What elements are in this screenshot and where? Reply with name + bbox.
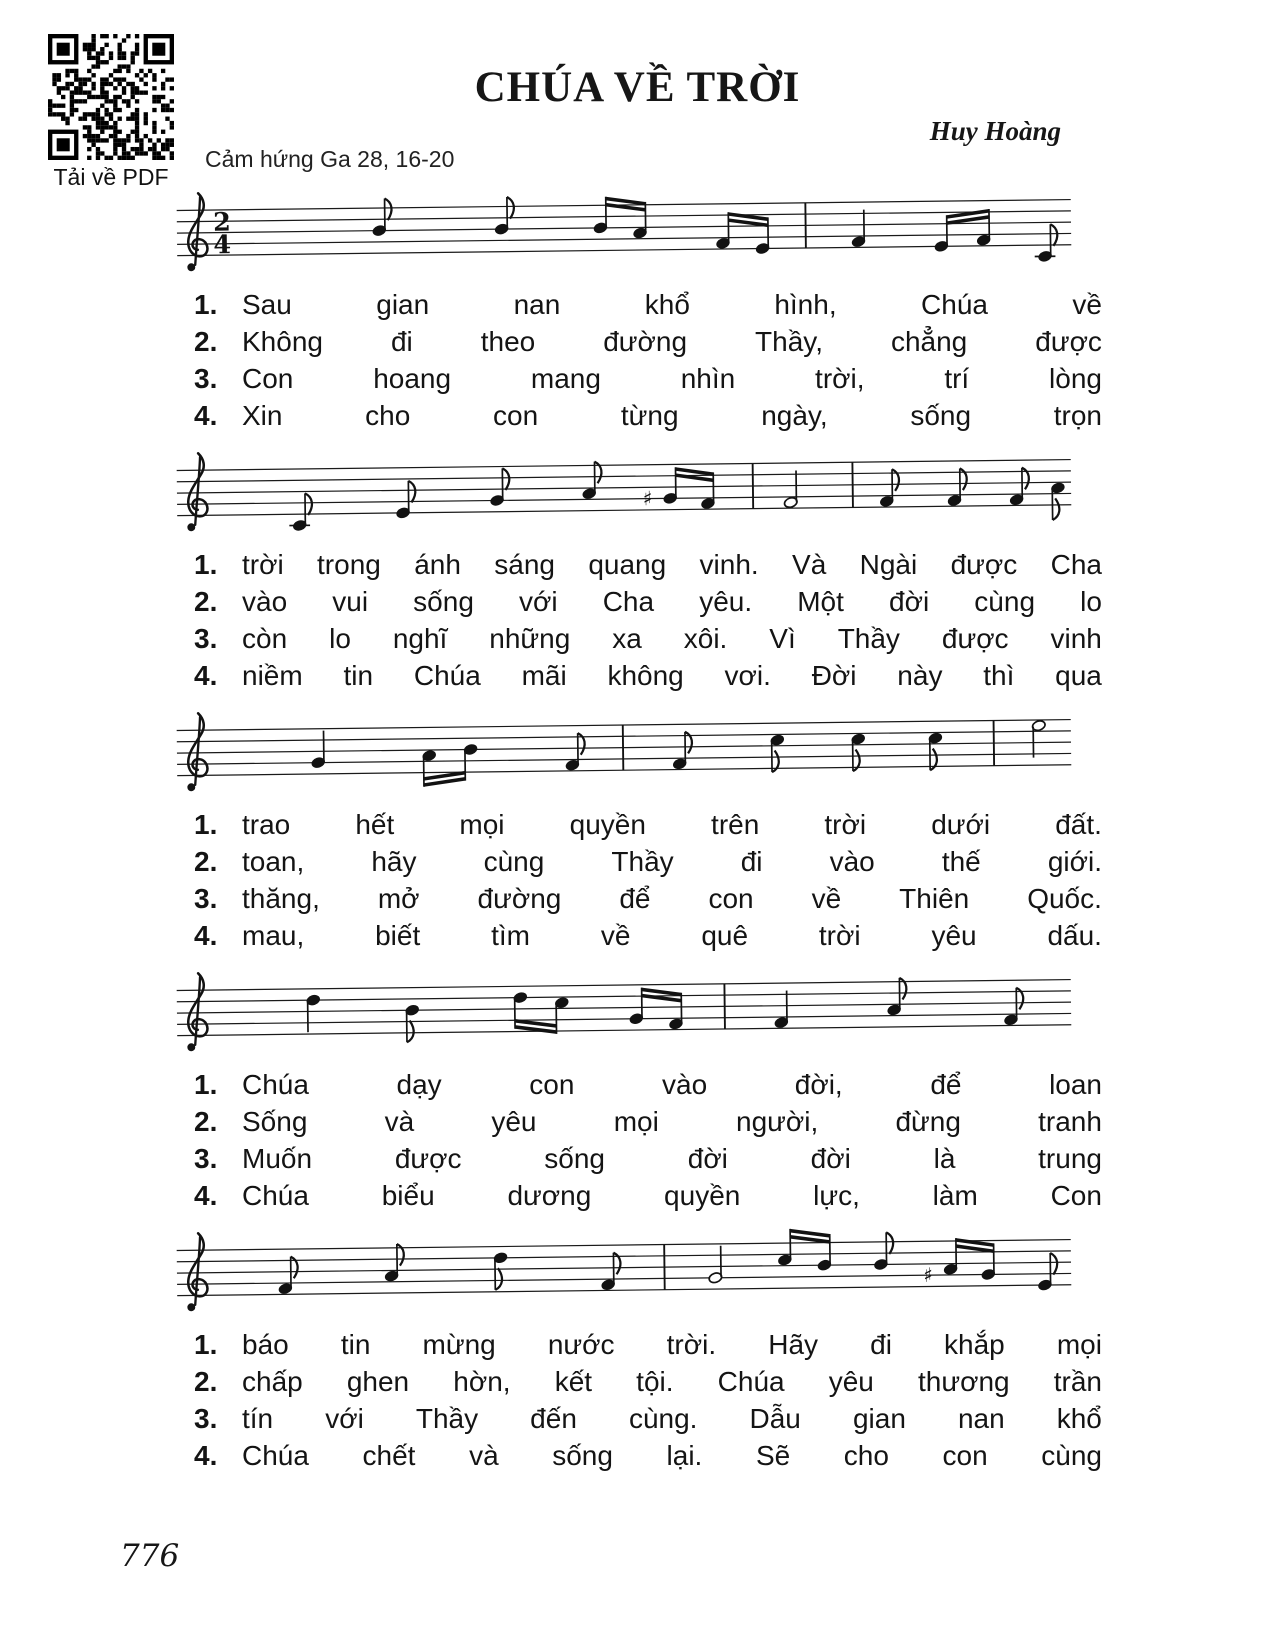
music-staff [147,433,1108,541]
lyric-word: yêu [931,920,977,951]
lyric-word: mãi [521,660,567,691]
lyric-line [148,843,1108,880]
lyric-word: vơi. [724,660,771,691]
lyric-word: Sau [242,289,292,320]
lyric-word: vào [662,1069,708,1100]
lyric-word: cho [843,1440,889,1471]
lyric-word: vinh. [699,549,759,580]
lyric-line [148,583,1108,620]
lyric-word: trên [711,809,760,840]
lyric-line [148,546,1108,583]
lyric-word: gian [852,1403,906,1434]
lyric-word: đi [870,1329,892,1360]
lyric-word: để [930,1069,962,1100]
qr-block [36,34,186,191]
lyric-words [224,1066,1108,1103]
lyric-word: sống [552,1440,613,1471]
verse-number: 1. [194,1069,218,1100]
lyric-word: mang [530,363,601,394]
lyric-word: Sẽ [755,1440,791,1471]
music-staff [147,953,1108,1061]
download-pdf-link[interactable]: Tải về PDF [53,164,169,190]
lyric-word: mọi [613,1106,659,1137]
lyric-word: đường [477,883,562,914]
lyric-word: cùng [1041,1440,1102,1471]
lyric-word: thương [918,1366,1010,1397]
verse-number: 4. [194,400,218,431]
lyric-line [148,360,1108,397]
lyric-word: nan [957,1403,1005,1434]
lyric-words [224,880,1108,917]
lyric-word: chẳng [890,326,968,357]
lyric-words [224,1363,1108,1400]
lyric-word: biết [375,920,421,951]
lyric-word: xa [612,623,642,654]
lyric-word: quê [701,920,749,951]
lyric-word: sống [910,400,972,431]
lyric-word: Đời [811,660,857,691]
lyric-word: tín [242,1403,274,1434]
lyric-word: Con [242,363,294,394]
verse-number: 2. [194,846,218,877]
lyric-word: gian [376,289,430,320]
lyric-word: về [811,883,842,914]
lyric-word: tin [340,1329,371,1360]
lyric-word: đến [530,1403,577,1434]
lyric-word: được [1035,326,1102,357]
lyric-words [224,1326,1108,1363]
verse-number: 1. [194,549,218,580]
lyric-words [224,843,1108,880]
verse-number: 2. [194,1366,218,1397]
lyric-word: mở [377,883,420,914]
lyric-word: dương [507,1180,592,1211]
lyric-words [224,583,1108,620]
lyric-word: cùng [974,586,1036,617]
lyric-line [148,286,1108,323]
lyric-word: và [384,1106,415,1137]
lyric-line [148,1326,1108,1363]
lyric-word: để [619,883,651,914]
lyric-word: cho [365,400,411,431]
lyric-word: giới. [1047,846,1102,877]
lyric-word: sáng [494,549,555,580]
lyric-word: được [950,549,1018,580]
verse-number: 2. [194,586,218,617]
lyric-word: yêu [491,1106,537,1137]
lyric-word: nhìn [680,363,736,394]
lyric-line [148,1177,1108,1214]
lyric-word: yêu [828,1366,874,1397]
lyric-word: khổ [1056,1403,1102,1434]
lyric-word: loan [1049,1069,1102,1100]
system-2 [148,444,1108,694]
lyric-word: cùng [483,846,545,877]
lyric-line [148,1066,1108,1103]
lyric-line [148,806,1108,843]
lyric-word: dấu. [1047,920,1102,951]
lyric-words [224,620,1108,657]
lyric-word: Chúa [242,1440,309,1471]
lyric-word: Chúa [921,289,988,320]
lyric-word: tin [343,660,374,691]
lyric-word: trọn [1053,400,1102,431]
lyric-word: con [493,400,539,431]
verse-number: 4. [194,1180,218,1211]
lyric-word: toan, [242,846,305,877]
lyric-words [224,1400,1108,1437]
lyric-word: và [469,1440,499,1471]
system-1 [148,184,1108,434]
lyric-word: lo [329,623,351,654]
lyric-word: tranh [1038,1106,1102,1137]
lyrics-block [148,806,1108,954]
lyric-word: Thiên [899,883,970,914]
lyric-word: trí [944,363,970,394]
lyric-word: Thầy [611,846,674,877]
lyric-word: những [489,623,571,654]
verse-number: 3. [194,1403,218,1434]
lyric-word: Không [242,326,323,357]
verse-number: 3. [194,1143,218,1174]
lyric-word: Vì [769,623,796,654]
music-staff [147,1213,1108,1321]
lyric-words [224,806,1108,843]
lyric-words [224,917,1108,954]
lyric-word: lực, [813,1180,860,1211]
svg-text:2: 2 [212,206,232,237]
lyric-word: đi [740,846,763,877]
lyric-word: Chúa [242,1069,309,1100]
lyric-word: vinh [1050,623,1102,654]
lyric-words [224,1103,1108,1140]
lyric-word: lòng [1049,363,1102,394]
lyric-word: làm [932,1180,978,1211]
system-3 [148,704,1108,954]
lyric-word: người, [736,1106,819,1137]
lyric-word: thì [983,660,1015,691]
lyric-word: Và [792,549,827,580]
lyric-word: nan [513,289,561,320]
lyric-word: sống [413,586,474,617]
verse-number: 3. [194,623,218,654]
lyric-word: nghĩ [392,623,448,654]
lyric-word: với [325,1403,364,1434]
lyric-word: đường [603,326,688,357]
page-title: CHÚA VỀ TRỜI [474,63,801,111]
lyrics-block [148,286,1108,434]
verse-number: 2. [194,326,218,357]
lyric-word: cùng. [628,1403,698,1434]
lyric-word: vui [332,586,369,617]
system-5 [148,1224,1108,1474]
lyric-word: với [519,586,558,617]
lyric-word: Thầy [415,1403,479,1434]
lyric-line [148,1437,1108,1474]
lyric-word: con [942,1440,988,1471]
lyric-word: báo [242,1329,289,1360]
lyric-word: trời [824,809,867,840]
lyric-word: trao [242,809,291,840]
lyric-word: từng [620,400,679,431]
lyric-word: yêu. [699,586,753,617]
lyric-word: con [529,1069,575,1100]
lyric-word: nước [547,1329,615,1360]
lyric-word: dạy [396,1069,442,1100]
lyric-word: Chúa [717,1366,785,1397]
lyric-word: đời [810,1143,851,1174]
lyric-line [148,1103,1108,1140]
lyric-word: thế [941,846,981,877]
lyric-word: về [1072,289,1102,320]
lyric-word: qua [1055,660,1102,691]
lyric-words [224,360,1108,397]
lyric-words [224,1437,1108,1474]
lyric-word: hãy [371,846,417,877]
lyric-word: đời [889,586,930,617]
lyric-word: theo [480,326,536,357]
lyric-word: con [708,883,754,914]
lyric-word: Hãy [768,1329,819,1360]
lyric-word: trời, [815,363,865,394]
lyric-word: không [607,660,684,691]
lyric-word: là [933,1143,956,1174]
lyric-word: Chúa [242,1180,309,1211]
lyric-word: Thầy, [755,326,823,357]
lyric-words [224,286,1108,323]
lyric-word: trời [242,549,284,580]
lyric-word: Thầy [837,623,900,654]
lyric-word: mau, [242,920,305,951]
lyric-line [148,917,1108,954]
verse-number: 4. [194,1440,218,1471]
lyric-word: sống [544,1143,605,1174]
lyric-word: mọi [459,809,505,840]
lyric-word: đời [687,1143,728,1174]
lyric-line [148,397,1108,434]
lyric-word: trong [317,549,381,580]
lyric-word: đi [390,326,413,357]
verse-number: 4. [194,920,218,951]
lyric-line [148,1400,1108,1437]
lyric-word: biểu [381,1180,435,1211]
svg-text:♯: ♯ [923,1263,934,1287]
lyric-word: được [394,1143,462,1174]
lyric-word: này [897,660,943,691]
lyric-word: trời. [666,1329,717,1360]
lyric-word: tìm [491,920,531,951]
lyric-word: mọi [1056,1329,1102,1360]
lyric-word: dưới [931,809,991,840]
lyric-words [224,397,1108,434]
lyric-word: khắp [944,1329,1005,1360]
lyric-word: hết [355,809,395,840]
lyric-word: Một [797,586,844,617]
lyric-word: Ngài [859,549,918,580]
svg-text:4: 4 [213,229,232,260]
scripture-reference: Cảm hứng Ga 28, 16-20 [205,146,455,172]
system-4 [148,964,1108,1214]
lyric-word: Xin [242,400,283,431]
lyric-word: trung [1038,1143,1102,1174]
lyric-word: lại. [666,1440,703,1471]
lyric-word: Dẫu [749,1403,801,1434]
composer-name: Huy Hoàng [929,116,1061,146]
lyric-word: trần [1053,1366,1102,1397]
lyric-word: mừng [422,1329,496,1360]
music-staff [147,173,1108,281]
lyric-words [224,546,1108,583]
lyric-word: đất. [1055,809,1102,840]
lyric-word: kết [554,1366,593,1397]
verse-number: 3. [194,883,218,914]
page-number: 776 [120,1538,180,1574]
lyric-word: ngày, [761,400,828,431]
lyric-word: chết [362,1440,416,1471]
verse-number: 1. [194,809,218,840]
verse-number: 1. [194,289,218,320]
lyric-word: hờn, [453,1366,511,1397]
lyric-line [148,657,1108,694]
lyric-word: về [600,920,631,951]
lyric-word: niềm [242,660,303,691]
lyric-line [148,880,1108,917]
lyric-word: vào [829,846,875,877]
lyric-word: khổ [644,289,690,320]
lyric-word: hoang [373,363,452,394]
lyrics-block [148,1326,1108,1474]
lyric-line [148,1363,1108,1400]
lyric-word: Muốn [242,1143,313,1174]
lyric-word: tội. [636,1366,674,1397]
lyric-word: Sống [242,1106,308,1137]
lyric-word: quyền [664,1180,741,1211]
lyric-word: ghen [346,1366,410,1397]
music-staff [147,693,1108,801]
verse-number: 1. [194,1329,218,1360]
lyric-word: quang [588,549,667,580]
lyric-word: Cha [602,586,655,617]
verse-number: 3. [194,363,218,394]
lyric-word: xôi. [683,623,728,654]
lyric-line [148,1140,1108,1177]
lyric-word: đừng [895,1106,961,1137]
lyric-word: Con [1050,1180,1102,1211]
lyric-word: được [941,623,1009,654]
lyric-word: vào [242,586,288,617]
lyric-words [224,1140,1108,1177]
music-systems [148,184,1108,1484]
lyric-words [224,1177,1108,1214]
lyric-word: Quốc. [1027,883,1102,914]
lyric-word: chấp [242,1366,303,1397]
lyric-line [148,620,1108,657]
lyric-word: lo [1080,586,1102,617]
lyric-word: hình, [774,289,837,320]
lyric-word: Cha [1050,549,1102,580]
lyric-word: đời, [794,1069,843,1100]
lyrics-block [148,546,1108,694]
lyric-words [224,657,1108,694]
lyric-line [148,323,1108,360]
verse-number: 2. [194,1106,218,1137]
lyric-word: Chúa [413,660,481,691]
lyric-word: quyền [569,809,646,840]
lyric-word: trời [818,920,861,951]
lyric-word: còn [242,623,288,654]
lyrics-block [148,1066,1108,1214]
lyric-words [224,323,1108,360]
verse-number: 4. [194,660,218,691]
svg-text:♯: ♯ [642,487,653,511]
lyric-word: ánh [414,549,461,580]
lyric-word: thăng, [242,883,320,914]
